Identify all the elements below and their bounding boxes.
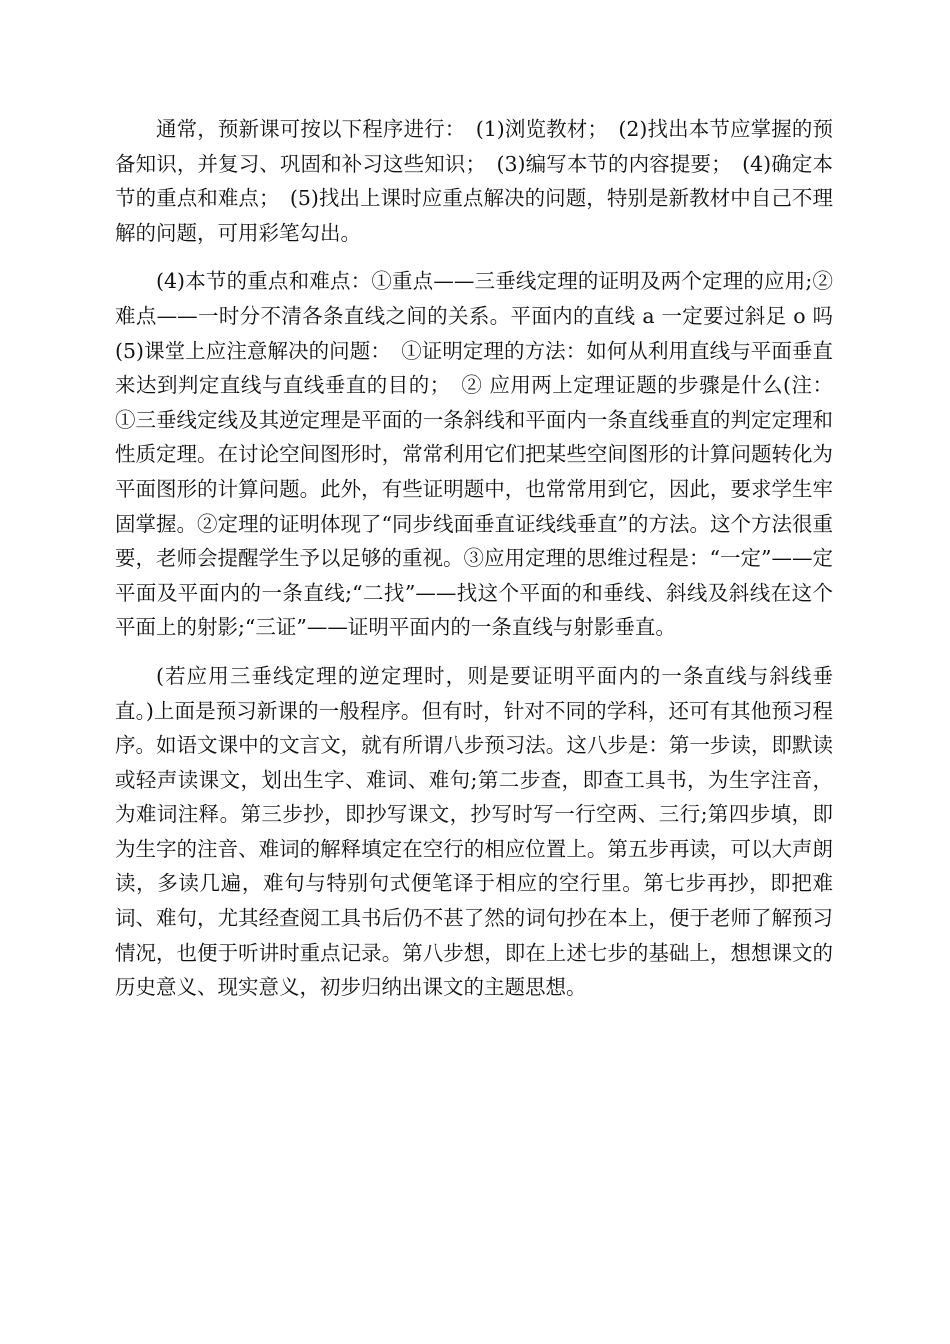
paragraph-preview-procedure: 通常，预新课可按以下程序进行： (1)浏览教材； (2)找出本节应掌握的预备知识，并复习、巩固和补习这些知识； (3)编写本节的内容提要； (4)确定本节的重点和难点； (5)找出上课时应重点解决的问题，特别是新教材中自己不理解的问题，可用彩笔勾出。 xyxy=(115,117,833,245)
document-page xyxy=(115,112,833,1005)
paragraph-key-points: (4)本节的重点和难点：①重点——三垂线定理的证明及两个定理的应用;② 难点——一时分不清各条直线之间的关系。平面内的直线 a 一定要过斜足 o 吗(5)课堂上应注意解决的问题： ①证明定理的方法：如何从利用直线与平面垂直来达到判定直线与直线垂直的目的； ② 应用两上定理证题的步骤是什么(注：①三垂线定线及其逆定理是平面的一条斜线和平面内一条直线垂直的判定定理和性质定理。在讨论空间图形时，常常利用它们把某些空间图形的计算问题转化为平面图形的计算问题。此外，有些证明题中，也常常用到它，因此，要求学生牢固掌握。②定理的证明体现了“同步线面垂直证线线垂直”的方法。这个方法很重要，老师会提醒学生予以足够的重视。③应用定理的思维过程是：“一定”——定平面及平面内的一条直线;“二找”——找这个平面的和垂线、斜线及斜线在这个平面上的射影;“三证”——证明平面内的一条直线与射影垂直。 xyxy=(115,269,833,640)
paragraph-eight-step-method: (若应用三垂线定理的逆定理时，则是要证明平面内的一条直线与斜线垂直。)上面是预习新课的一般程序。但有时，针对不同的学科，还可有其他预习程序。如语文课中的文言文，就有所谓八步预习法。这八步是：第一步读，即默读或轻声读课文，划出生字、难词、难句;第二步查，即查工具书，为生字注音，为难词注释。第三步抄，即抄写课文，抄写时写一行空两、三行;第四步填，即为生字的注音、难词的解释填定在空行的相应位置上。第五步再读，可以大声朗读，多读几遍，难句与特别句式便笔译于相应的空行里。第七步再抄，即把难词、难句，尤其经查阅工具书后仍不甚了然的词句抄在本上，便于老师了解预习情况，也便于听讲时重点记录。第八步想，即在上述七步的基础上，想想课文的历史意义、现实意义，初步归纳出课文的主题思想。 xyxy=(115,663,833,1000)
